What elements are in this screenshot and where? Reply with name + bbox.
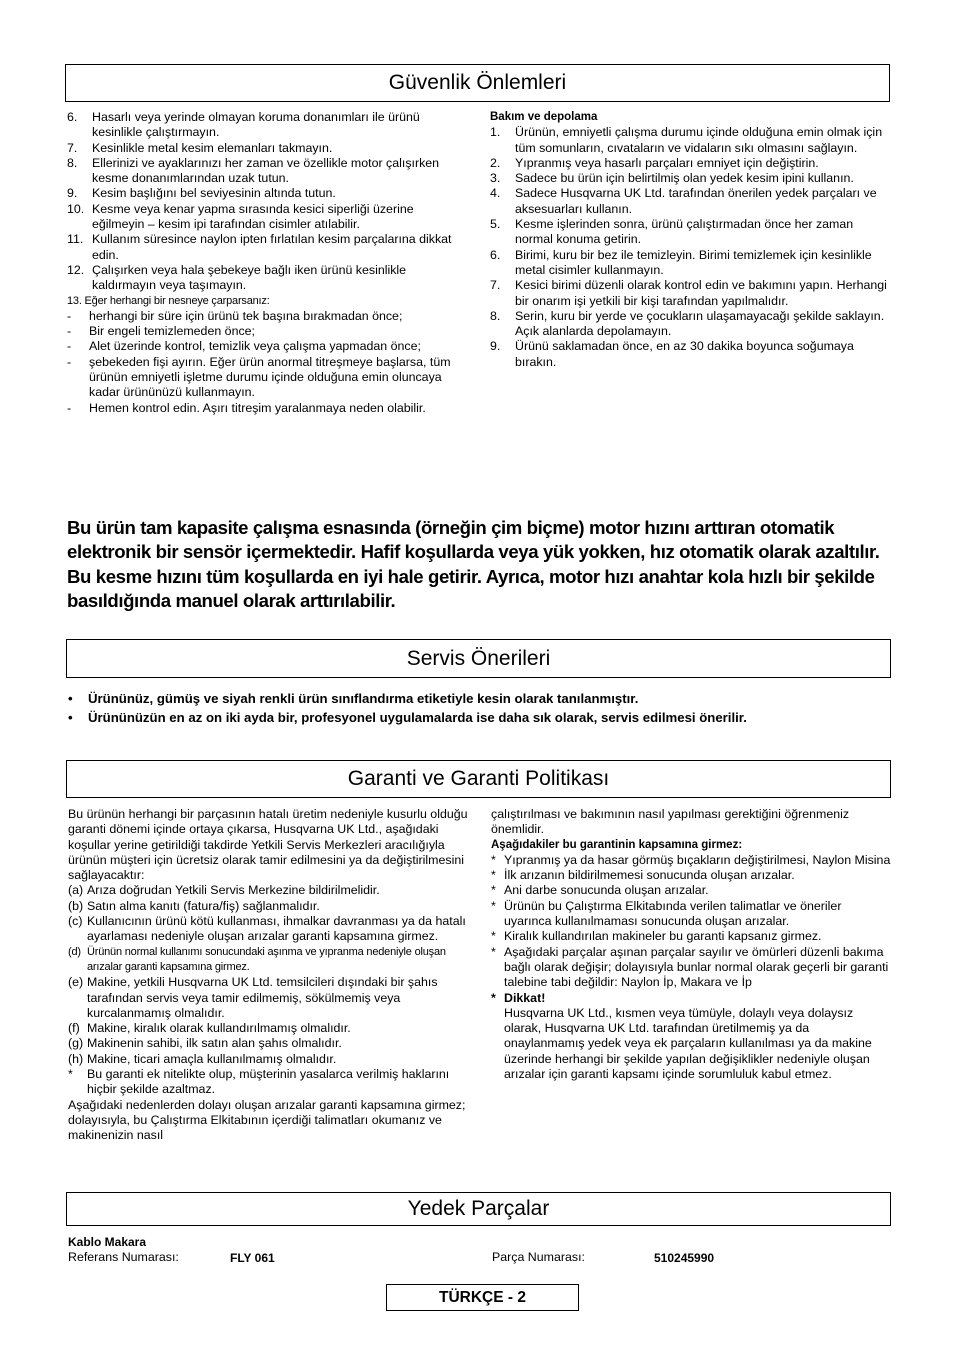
warranty-condition-text: Makinenin sahibi, ilk satın alan şahıs olmalıdır.: [87, 1036, 342, 1051]
safety-item-marker: 8.: [67, 155, 78, 170]
storage-item-text: Ürünü saklamadan önce, en az 30 dakika boyunca soğumaya bırakın.: [515, 339, 854, 369]
safety-item-marker: 12.: [67, 262, 85, 277]
exclusion-item: [491, 899, 891, 930]
part-number-value: 510245990: [654, 1251, 715, 1265]
section-title-warranty: [66, 760, 891, 798]
caution-label: Dikkat!: [504, 990, 546, 1005]
warranty-closing-right: çalıştırılması ve bakımının nasıl yapılması gerektiğini öğrenmeniz önemlidir.: [491, 807, 850, 837]
safety-item: [67, 202, 467, 233]
safety-title: Güvenlik Önlemleri: [388, 71, 567, 94]
safety-item-marker: 9.: [67, 186, 78, 201]
storage-item: [490, 339, 894, 370]
warranty-condition-text: Ürünün normal kullanımı sonucundaki aşınma ve yıpranma nedeniyle oluşan arızalar garanti kapsamına girmez.: [87, 945, 446, 973]
warranty-condition: [68, 1036, 468, 1051]
section-title-safety: [65, 64, 890, 102]
safety-dash-item-marker: -: [67, 324, 72, 339]
exclusion-item-text: Ani darbe sonucunda oluşan arızalar.: [504, 883, 709, 898]
warranty-condition-text: Makine, yetkili Husqvarna UK Ltd. temsilcileri dışındaki bir şahıs tarafından servis veya tamir edilmemiş, sökülmemiş veya kurcalanmamış olmalıdır.: [87, 975, 438, 1020]
warranty-condition-text: Makine, ticari amaçla kullanılmamış olmalıdır.: [87, 1051, 337, 1066]
warranty-condition-marker: (d): [68, 945, 81, 958]
safety-dash-item: [67, 309, 467, 324]
storage-item-text: Sadece bu ürün için belirtilmiş olan yedek kesim ipini kullanın.: [515, 171, 854, 186]
storage-item-marker: 9.: [490, 339, 501, 354]
exclusion-item-marker: *: [491, 929, 496, 944]
storage-item-marker: 5.: [490, 217, 501, 232]
part-number-label: Parça Numarası:: [492, 1250, 585, 1264]
safety-item-text: Ellerinizi ve ayaklarınızı her zaman ve özellikle motor çalışırken kesme donanımlarından uzak tutun.: [92, 155, 440, 186]
safety-left-column: [67, 110, 467, 416]
page-number-label: TÜRKÇE - 2: [439, 1288, 526, 1306]
safety-item: [67, 232, 467, 263]
exclusion-item: [491, 929, 891, 944]
warranty-intro: Bu ürünün herhangi bir parçasının hatalı üretim nedeniyle kusurlu olduğu garanti dönemi içinde ortaya çıkarsa, Husqvarna UK Ltd., aşağıdaki koşullar yerine getirildiği takdirde Yetkili Servis Merkezleri aracılığıyla ürünün müşteri için ücretsiz olarak tamir edilmesini ya da değiştirilmesini sağlayacaktır:: [68, 807, 468, 883]
exclusion-item-marker: *: [491, 852, 496, 867]
exclusion-item-marker: *: [491, 944, 496, 959]
caution-item: [491, 991, 891, 1006]
storage-item-text: Kesici birimi düzenli olarak kontrol edin ve bakımını yapın. Herhangi bir onarım işi yetkili bir kişi tarafından yapılmalıdır.: [515, 278, 887, 308]
storage-item-text: Sadece Husqvarna UK Ltd. tarafından önerilen yedek parçaları ve aksesuarları kullanın.: [515, 186, 877, 216]
warranty-condition-text: Makine, kiralık olarak kullandırılmamış olmalıdır.: [87, 1021, 351, 1036]
storage-item-marker: 8.: [490, 308, 501, 323]
warranty-condition: [68, 945, 468, 976]
exclusion-item: [491, 868, 891, 883]
exclusion-item-text: Ürünün bu Çalıştırma Elkitabında verilen talimatlar ve öneriler uyarınca kullanılmaması sonucunda oluşan arızalar.: [504, 898, 842, 929]
safety-dash-item-marker: -: [67, 354, 72, 369]
storage-item-marker: 1.: [490, 125, 501, 140]
warranty-condition: [68, 1021, 468, 1036]
warranty-condition: [68, 883, 468, 898]
safety-item-marker: 6.: [67, 110, 78, 124]
storage-item: [490, 156, 894, 171]
exclusion-item-marker: *: [491, 868, 496, 883]
safety-item-marker: 11.: [67, 232, 84, 247]
reference-number-label: Referans Numarası:: [68, 1250, 179, 1264]
warranty-note-marker: *: [68, 1067, 73, 1082]
storage-item-text: Yıpranmış veya hasarlı parçaları emniyet için değiştirin.: [515, 155, 819, 170]
warranty-condition-marker: (b): [68, 898, 84, 913]
sensor-paragraph: Bu ürün tam kapasite çalışma esnasında (örneğin çim biçme) motor hızını arttıran otomatik elektronik bir sensör içermektedir. Hafif koşullarda veya yük yokken, hız otomatik olarak azaltılır. Bu kesme hızını tüm koşullarda en iyi hale getirir. Ayrıca, motor hızı anahtar kola hızlı bir şekilde basıldığında manuel olarak arttırılabilir.: [67, 517, 880, 612]
storage-column: [490, 110, 894, 370]
safety-dash-item-marker: -: [67, 400, 72, 415]
safety-item-text: Kullanım süresince naylon ipten fırlatılan kesim parçalarına dikkat edin.: [92, 232, 452, 262]
section-title-parts: [66, 1192, 891, 1226]
safety-item: [67, 141, 467, 156]
storage-item-text: Birimi, kuru bir bez ile temizleyin. Birimi temizlemek için kesinlikle metal cisimler kullanmayın.: [515, 247, 872, 277]
safety-dash-item: [67, 401, 467, 416]
safety-item-text: Hasarlı veya yerinde olmayan koruma donanımları ile ürünü kesinlikle çalıştırmayın.: [92, 110, 420, 140]
warranty-condition-marker: (a): [68, 883, 84, 898]
service-bullet-text: Ürününüzün en az on iki ayda bir, profesyonel uygulamalarda ise daha sık olarak, servis edilmesi önerilir.: [88, 709, 747, 725]
safety-dash-item: [67, 324, 467, 339]
exclusion-item-text: İlk arızanın bildirilmemesi sonucunda oluşan arızalar.: [504, 868, 795, 883]
exclusion-item-text: Aşağıdaki parçalar aşınan parçalar sayılır ve ömürleri düzenli bakıma bağlı olarak değişir; dolayısıyla bunlar normal olarak geçerli bir garanti talebine tabi değildir: Naylon İp, Makara ve İp: [504, 944, 889, 990]
storage-item-marker: 2.: [490, 155, 501, 170]
storage-item-text: Ürünün, emniyetli çalışma durumu içinde olduğuna emin olmak için tüm somunların, cıvataların ve vidaların sıkı olmasını sağlayın.: [515, 125, 883, 155]
storage-item-marker: 3.: [490, 171, 501, 186]
caution-text: Husqvarna UK Ltd., kısmen veya tümüyle, dolaylı veya dolaysız olarak, Husqvarna UK Ltd. tarafından üretilmemiş ya da onaylanmamış yedek veya ek parçaların kullanılması ya da makine üzerinde herhangi bir şekilde yapılan değişiklikler nedeniyle oluşan arızalar için garanti kapsamı içinde sorumluluk kabul etmez.: [504, 1005, 872, 1082]
service-bullets: [68, 690, 908, 727]
safety-dash-item-marker: -: [67, 308, 72, 323]
warranty-left-column: [68, 807, 468, 1144]
caution-marker: *: [491, 990, 496, 1005]
storage-heading: Bakım ve depolama: [490, 111, 598, 123]
part-item-name: Kablo Makara: [68, 1235, 147, 1249]
storage-item-text: Serin, kuru bir yerde ve çocukların ulaşamayacağı şekilde saklayın. Açık alanlarda depolamayın.: [515, 308, 885, 339]
safety-item: [67, 263, 467, 294]
warranty-note-text: Bu garanti ek nitelikte olup, müşterinin yasalarca verilmiş haklarını hiçbir şekilde azaltmaz.: [87, 1067, 450, 1097]
warranty-condition-marker: (c): [68, 914, 83, 929]
reference-number-value: FLY 061: [230, 1251, 275, 1265]
safety-item: [67, 186, 467, 201]
safety-dash-item-text: Hemen kontrol edin. Aşırı titreşim yaralanmaya neden olabilir.: [89, 400, 426, 415]
exclusion-item: [491, 945, 891, 991]
page-footer: [386, 1284, 579, 1311]
safety-dash-item: [67, 339, 467, 354]
storage-item: [490, 186, 894, 217]
safety-item-text: Kesinlikle metal kesim elemanları takmayın.: [92, 140, 333, 155]
warranty-condition-marker: (g): [68, 1036, 84, 1051]
safety-item-text: Çalışırken veya hala şebekeye bağlı iken ürünü kesinlikle kaldırmayın veya taşımayın.: [92, 262, 407, 293]
bullet-icon: •: [68, 709, 73, 725]
storage-item: [490, 125, 894, 156]
exclusion-item-text: Yıpranmış ya da hasar görmüş bıçakların değiştirilmesi, Naylon Misina: [504, 852, 891, 867]
exclusion-item: [491, 883, 891, 898]
safety-dash-item-text: şebekeden fişi ayırın. Eğer ürün anormal titreşmeye başlarsa, tüm ürünün emniyetli işletme durumu içinde olduğuna emin oluncaya kadar ürününüzü kullanmayın.: [89, 354, 451, 400]
storage-item-marker: 7.: [490, 278, 501, 293]
safety-item-13: 13. Eğer herhangi bir nesneye çarparsanız:: [67, 294, 270, 307]
safety-item: [67, 156, 467, 187]
exclusion-item-marker: *: [491, 883, 496, 898]
section-title-service: [66, 639, 891, 678]
service-bullet: [68, 709, 908, 728]
safety-item-marker: 7.: [67, 140, 78, 155]
storage-item-text: Kesme işlerinden sonra, ürünü çalıştırmadan önce her zaman normal konuma getirin.: [515, 217, 854, 247]
safety-dash-item-text: Bir engeli temizlemeden önce;: [89, 324, 255, 339]
storage-item: [490, 171, 894, 186]
storage-item-marker: 6.: [490, 247, 501, 262]
warranty-condition-text: Kullanıcının ürünü kötü kullanması, ihmalkar davranması ya da hatalı ayarlaması nedeniyle oluşan arızalar garanti kapsamına girmez.: [87, 914, 466, 944]
warranty-condition-marker: (f): [68, 1021, 80, 1036]
warranty-condition: [68, 1052, 468, 1067]
safety-dash-item-text: herhangi bir süre için ürünü tek başına bırakmadan önce;: [89, 308, 403, 323]
storage-item-marker: 4.: [490, 186, 501, 201]
warranty-condition-marker: (h): [68, 1051, 84, 1066]
warranty-note: [68, 1067, 468, 1098]
warranty-condition-marker: (e): [68, 975, 84, 990]
bullet-icon: •: [68, 691, 73, 706]
storage-item: [490, 248, 894, 279]
parts-title: Yedek Parçalar: [407, 1197, 550, 1220]
warranty-condition: [68, 914, 468, 945]
service-title: Servis Önerileri: [406, 646, 551, 670]
storage-item: [490, 278, 894, 309]
warranty-title: Garanti ve Garanti Politikası: [347, 767, 610, 790]
safety-dash-item-text: Alet üzerinde kontrol, temizlik veya çalışma yapmadan önce;: [89, 339, 421, 354]
exclusion-item: [491, 853, 891, 868]
warranty-condition-text: Satın alma kanıtı (fatura/fiş) sağlanmalıdır.: [87, 898, 320, 913]
safety-dash-item-marker: -: [67, 339, 72, 354]
safety-item-marker: 10.: [67, 201, 85, 216]
warranty-right-column: [491, 807, 891, 1082]
safety-item-text: Kesme veya kenar yapma sırasında kesici siperliği üzerine eğilmeyin – kesim ipi tarafından cisimler atılabilir.: [92, 201, 414, 232]
warranty-condition: [68, 975, 468, 1021]
warranty-condition: [68, 899, 468, 914]
storage-item: [490, 309, 894, 340]
warranty-condition-text: Arıza doğrudan Yetkili Servis Merkezine bildirilmelidir.: [87, 883, 380, 898]
service-bullet-text: Ürününüz, gümüş ve siyah renkli ürün sınıflandırma etiketiyle kesin olarak tanılanmıştır.: [88, 691, 639, 706]
safety-item-text: Kesim başlığını bel seviyesinin altında tutun.: [92, 186, 336, 201]
warranty-closing-left: Aşağıdaki nedenlerden dolayı oluşan arızalar garanti kapsamına girmez; dolayısıyla, bu Çalıştırma Elkitabının içerdiği talimatları okumanız ve makinenizin nasıl: [68, 1097, 466, 1143]
service-bullet: [68, 690, 908, 709]
exclusion-item-text: Kiralık kullandırılan makineler bu garanti kapsanız girmez.: [504, 929, 822, 944]
exclusion-item-marker: *: [491, 898, 496, 913]
safety-item: [67, 110, 467, 141]
safety-dash-item: [67, 355, 467, 401]
exclusions-heading: Aşağıdakiler bu garantinin kapsamına girmez:: [491, 838, 743, 851]
storage-item: [490, 217, 894, 248]
